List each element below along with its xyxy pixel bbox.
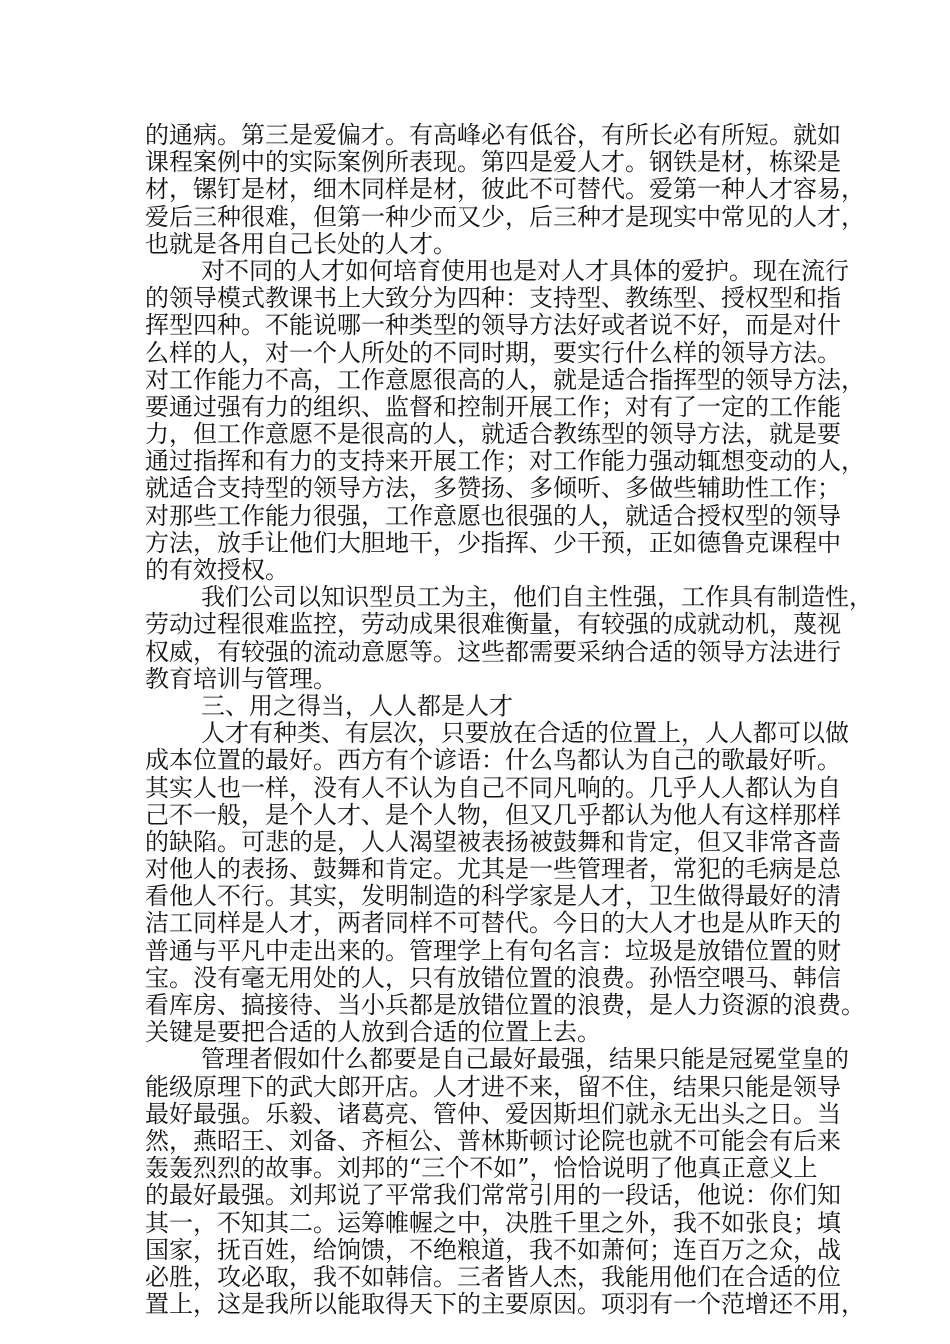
text-line: 对那些工作能力很强，工作意愿也很强的人，就适合授权型的领导 — [145, 501, 841, 530]
text-line: 爱后三种很难，但第一种少而又少，后三种才是现实中常见的人才， — [145, 202, 865, 231]
text-line: 宝。没有毫无用处的人，只有放错位置的浪费。孙悟空喂马、韩信 — [145, 963, 841, 992]
text-line: 就适合支持型的领导方法，多赞扬、多倾听、多做些辅助性工作； — [145, 474, 841, 503]
text-line: 看库房、搞接待、当小兵都是放错位置的浪费，是人力资源的浪费。 — [145, 991, 865, 1019]
text-line: 己不一般，是个人才、是个人物，但又几乎都认为他人有这样那样 — [145, 800, 841, 829]
text-line: 我们公司以知识型员工为主，他们自主性强，工作具有制造性， — [201, 583, 873, 612]
text-line: 的通病。第三是爱偏才。有高峰必有低谷，有所长必有所短。就如 — [145, 121, 841, 149]
text-line: 对工作能力不高，工作意愿很高的人，就是适合指挥型的领导方法， — [145, 365, 865, 394]
text-line: 劳动过程很难监控，劳动成果很难衡量，有较强的成就动机，蔑视 — [145, 610, 841, 639]
text-line: 的缺陷。可悲的是，人人渴望被表扬被鼓舞和肯定，但又非常吝啬 — [145, 827, 841, 856]
text-line: 置上，这是我所以能取得天下的主要原因。项羽有一个范增还不用， — [145, 1290, 865, 1319]
text-line: 普通与平凡中走出来的。管理学上有句名言：垃圾是放错位置的财 — [145, 936, 841, 965]
text-line: 关键是要把合适的人放到合适的位置上去。 — [145, 1018, 601, 1047]
text-line: 其一，不知其二。运筹帷幄之中，决胜千里之外，我不如张良；填 — [145, 1208, 841, 1237]
document-body — [145, 121, 873, 1319]
text-line: 教育培训与管理。 — [145, 664, 337, 693]
text-line: 也就是各用自己长处的人才。 — [145, 229, 457, 258]
text-line: 么样的人，对一个人所处的不同时期，要实行什么样的领导方法。 — [145, 338, 841, 367]
text-line: 轰轰烈烈的故事。刘邦的“三个不如”，恰恰说明了他真正意义上 — [145, 1154, 818, 1183]
text-line: 国家，抚百姓，给饷馈，不绝粮道，我不如萧何；连百万之众，战 — [145, 1235, 841, 1264]
text-line: 人才有种类、有层次，只要放在合适的位置上，人人都可以做 — [201, 719, 849, 748]
text-line: 方法，放手让他们大胆地干，少指挥、少干预，正如德鲁克课程中 — [145, 528, 841, 557]
text-line: 必胜，攻必取，我不如韩信。三者皆人杰，我能用他们在合适的位 — [145, 1262, 841, 1291]
text-line: 管理者假如什么都要是自己最好最强，结果只能是冠冕堂皇的 — [201, 1045, 849, 1074]
text-line: 课程案例中的实际案例所表现。第四是爱人才。钢铁是材，栋梁是 — [145, 148, 841, 177]
text-line: 的最好最强。刘邦说了平常我们常常引用的一段话，他说：你们知 — [145, 1181, 841, 1210]
text-line: 看他人不行。其实，发明制造的科学家是人才，卫生做得最好的清 — [145, 882, 841, 911]
text-line: 对他人的表扬、鼓舞和肯定。尤其是一些管理者，常犯的毛病是总 — [145, 855, 841, 884]
text-line: 力，但工作意愿不是很高的人，就适合教练型的领导方法，就是要 — [145, 420, 841, 449]
text-line: 其实人也一样，没有人不认为自己不同凡响的。几乎人人都认为自 — [145, 773, 841, 802]
text-line: 然，燕昭王、刘备、齐桓公、普林斯顿讨论院也就不可能会有后来 — [145, 1126, 841, 1155]
text-line: 的有效授权。 — [145, 556, 289, 584]
text-line: 权威，有较强的流动意愿等。这些都需要采纳合适的领导方法进行 — [145, 637, 841, 666]
text-line: 洁工同样是人才，两者同样不可替代。今日的大人才也是从昨天的 — [145, 909, 841, 938]
text-line: 能级原理下的武大郎开店。人才进不来，留不住，结果只能是领导 — [145, 1072, 841, 1101]
text-line: 通过指挥和有力的支持来开展工作；对工作能力强动辄想变动的人， — [145, 447, 865, 476]
text-line: 材，镙钉是材，细木同样是材，彼此不可替代。爱第一种人才容易， — [145, 175, 865, 204]
text-line: 成本位置的最好。西方有个谚语：什么鸟都认为自己的歌最好听。 — [145, 746, 841, 775]
text-line: 三、用之得当，人人都是人才 — [201, 691, 513, 720]
text-line: 最好最强。乐毅、诸葛亮、管仲、爱因斯坦们就永无出头之日。当 — [145, 1099, 841, 1128]
text-line: 挥型四种。不能说哪一种类型的领导方法好或者说不好，而是对什 — [145, 311, 841, 340]
text-line: 对不同的人才如何培育使用也是对人才具体的爱护。现在流行 — [201, 256, 849, 285]
text-line: 要通过强有力的组织、监督和控制开展工作；对有了一定的工作能 — [145, 392, 841, 421]
text-line: 的领导模式教课书上大致分为四种：支持型、教练型、授权型和指 — [145, 284, 841, 313]
